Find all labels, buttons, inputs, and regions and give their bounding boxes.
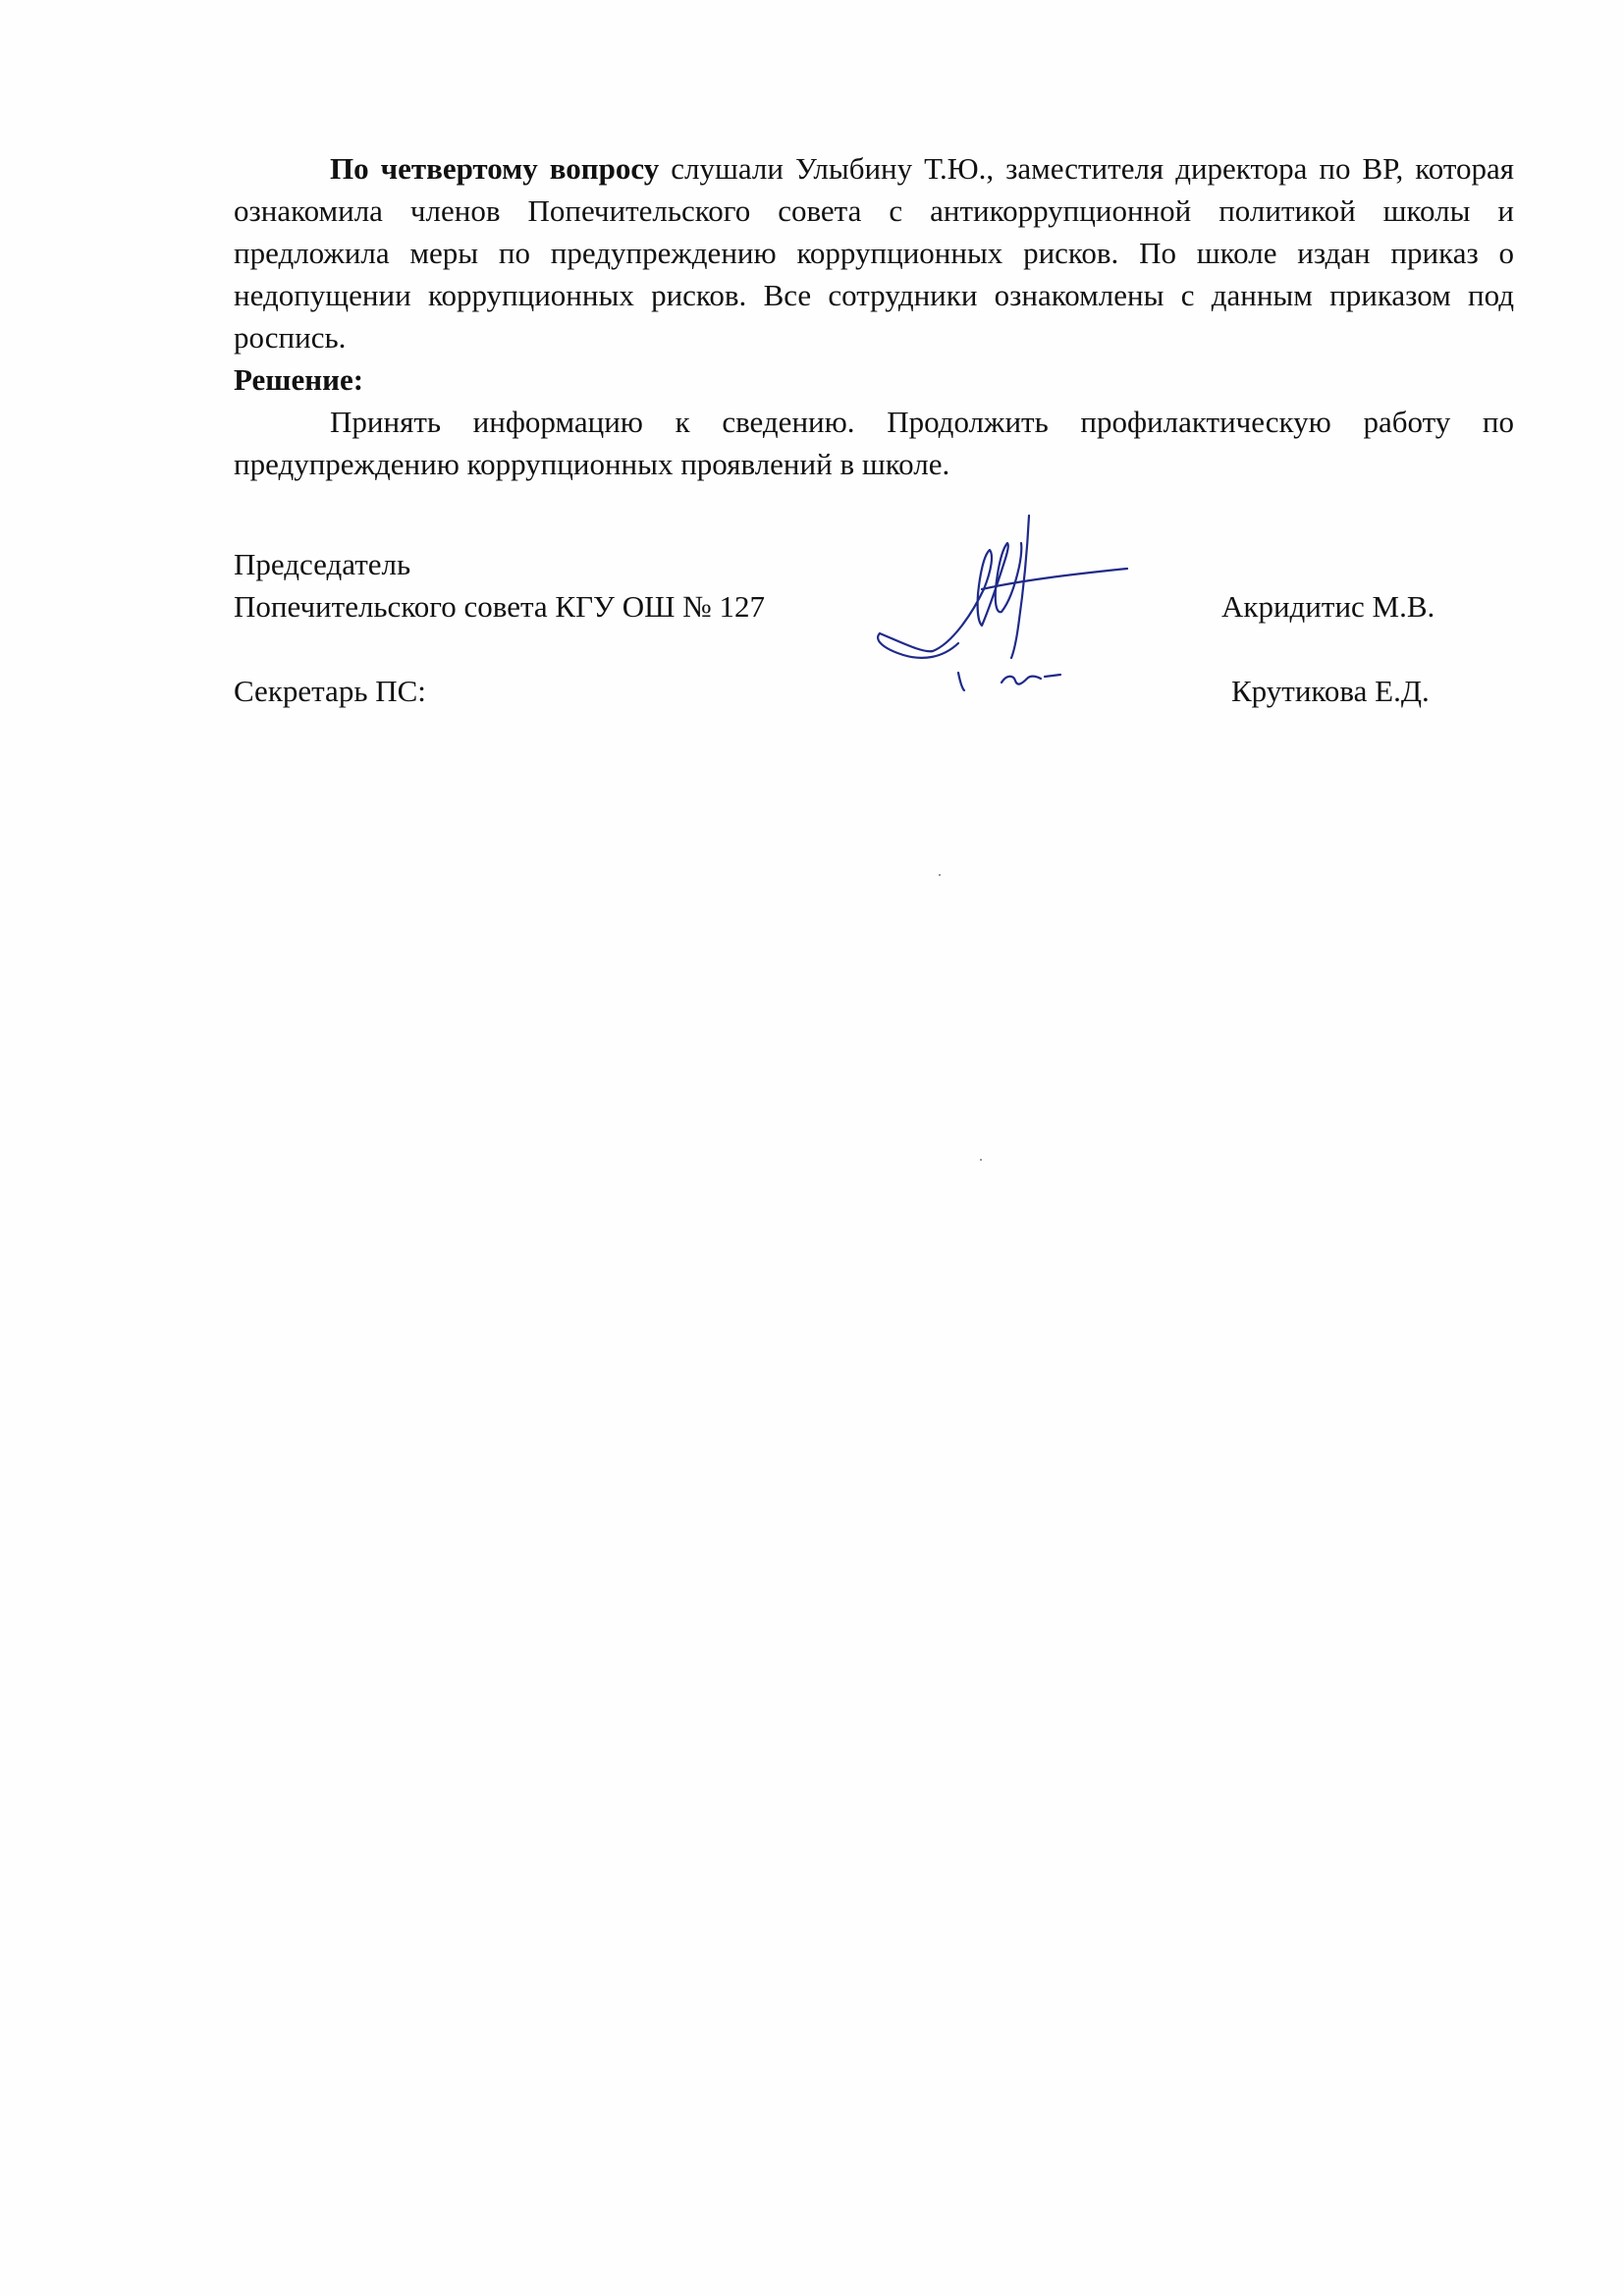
chair-title-line-1: Председатель [234, 547, 411, 581]
chair-name: Акридитис М.В. [1221, 589, 1435, 624]
scan-speck [980, 1159, 982, 1161]
section4-lead-bold: По четвертому вопросу [330, 151, 660, 186]
section4-paragraph [234, 147, 1514, 358]
handwritten-signature [864, 496, 1159, 702]
decision-heading: Решение: [234, 362, 364, 397]
document-body [234, 147, 1514, 485]
decision-text: Принять информацию к сведению. Продолжить профилактическую работу по предупреждению коррупционных проявлений в школе. [234, 405, 1514, 481]
section4-lead-text: слушали Улыбину Т.Ю., заместителя директора по ВР, которая ознакомила членов Попечительского совета с антикоррупционной политикой школы и предложила меры по предупреждению коррупционных рисков. По школе издан приказ о недопущении коррупционных рисков. Все сотрудники ознакомлены с данным приказом под роспись. [234, 151, 1514, 355]
secretary-name: Крутикова Е.Д. [1231, 674, 1430, 708]
secretary-title: Секретарь ПС: [234, 674, 426, 708]
chair-title-line-2: Попечительского совета КГУ ОШ № 127 [234, 589, 765, 624]
scan-speck [939, 874, 941, 876]
